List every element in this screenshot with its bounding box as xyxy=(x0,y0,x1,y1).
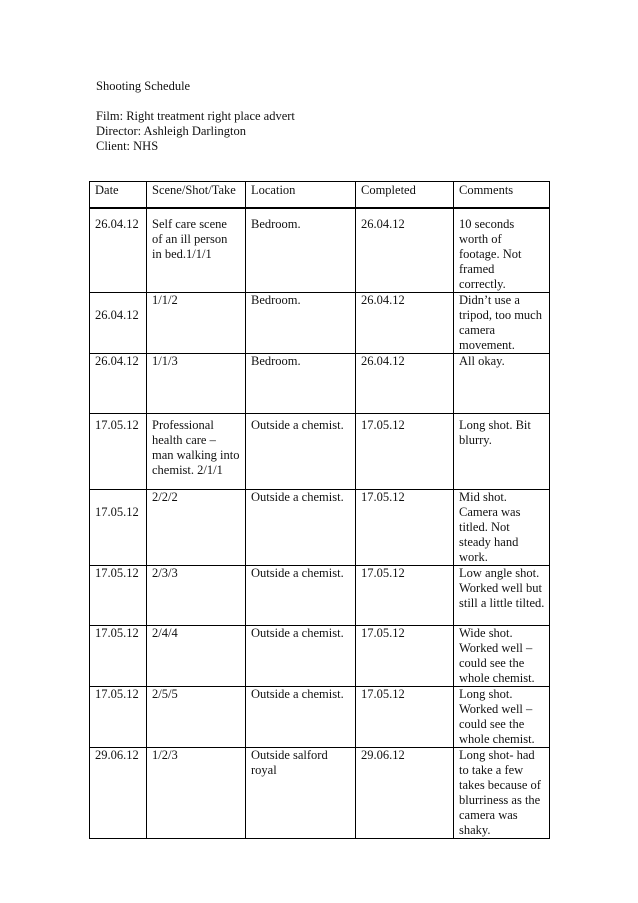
row-comments-cell: Mid shot. Camera was titled. Not steady hand work. xyxy=(454,490,550,566)
film-details xyxy=(96,109,295,154)
table-row xyxy=(90,626,550,687)
row-comments-cell: Long shot. Worked well – could see the whole chemist. xyxy=(454,687,550,748)
shooting-schedule-table xyxy=(89,181,550,839)
row-location-cell: Outside salford royal xyxy=(246,748,356,839)
row-date-cell: 17.05.12 xyxy=(90,626,147,687)
row-date-cell: 17.05.12 xyxy=(90,566,147,626)
row-date-cell: 26.04.12 xyxy=(90,354,147,414)
document-title: Shooting Schedule xyxy=(96,79,191,93)
row-completed-cell: 17.05.12 xyxy=(356,566,454,626)
row-scene-cell: 2/2/2 xyxy=(147,490,246,566)
table-row xyxy=(90,748,550,839)
director-line: Director: Ashleigh Darlington xyxy=(96,124,246,138)
blank-line xyxy=(95,293,141,308)
row-location-cell: Outside a chemist. xyxy=(246,566,356,626)
client-line: Client: NHS xyxy=(96,139,159,153)
row-completed-cell: 29.06.12 xyxy=(356,748,454,839)
row-completed-cell: 26.04.12 xyxy=(356,293,454,354)
row-comments-cell: All okay. xyxy=(454,354,550,414)
row-location-cell: Outside a chemist. xyxy=(246,414,356,490)
row-location-cell: Bedroom. xyxy=(246,293,356,354)
table-header-row xyxy=(90,182,550,208)
row-completed-cell: 26.04.12 xyxy=(356,354,454,414)
table-row xyxy=(90,414,550,490)
row-date-cell: 17.05.12 xyxy=(90,687,147,748)
row-scene-cell: 1/2/3 xyxy=(147,748,246,839)
table-row xyxy=(90,490,550,566)
table-row xyxy=(90,566,550,626)
table-row xyxy=(90,354,550,414)
header-cell-comments: Comments xyxy=(454,182,550,208)
row-comments-cell: Long shot- had to take a few takes because of blurriness as the camera was shaky. xyxy=(454,748,550,839)
row-location-cell: Bedroom. xyxy=(246,209,356,293)
header-cell-scene: Scene/Shot/Take xyxy=(147,182,246,208)
row-completed-cell: 26.04.12 xyxy=(356,209,454,293)
row-comments-text: Low angle shot. Worked well but still a little tilted. xyxy=(459,566,545,610)
header-cell-completed: Completed xyxy=(356,182,454,208)
row-date-cell: 17.05.12 xyxy=(90,414,147,490)
row-date-text: 17.05.12 xyxy=(95,505,139,519)
film-line: Film: Right treatment right place advert xyxy=(96,109,295,123)
row-date-cell xyxy=(90,293,147,354)
row-date-cell xyxy=(90,490,147,566)
row-comments-cell: Wide shot. Worked well – could see the whole chemist. xyxy=(454,626,550,687)
row-location-cell: Outside a chemist. xyxy=(246,687,356,748)
row-comments-cell xyxy=(454,566,550,626)
row-location-cell: Outside a chemist. xyxy=(246,626,356,687)
row-scene-cell: 2/4/4 xyxy=(147,626,246,687)
row-date-text: 26.04.12 xyxy=(95,308,139,322)
row-comments-cell: Didn’t use a tripod, too much camera movement. xyxy=(454,293,550,354)
header-cell-location: Location xyxy=(246,182,356,208)
row-scene-cell: 2/3/3 xyxy=(147,566,246,626)
row-date-cell: 29.06.12 xyxy=(90,748,147,839)
row-completed-cell: 17.05.12 xyxy=(356,490,454,566)
row-completed-cell: 17.05.12 xyxy=(356,687,454,748)
row-scene-cell: Professional health care – man walking into chemist. 2/1/1 xyxy=(147,414,246,490)
row-scene-cell: 2/5/5 xyxy=(147,687,246,748)
blank-line xyxy=(95,490,141,505)
row-completed-cell: 17.05.12 xyxy=(356,626,454,687)
table-row xyxy=(90,687,550,748)
row-scene-cell: 1/1/2 xyxy=(147,293,246,354)
row-comments-cell: Long shot. Bit blurry. xyxy=(454,414,550,490)
row-scene-cell: 1/1/3 xyxy=(147,354,246,414)
row-location-cell: Outside a chemist. xyxy=(246,490,356,566)
row-completed-cell: 17.05.12 xyxy=(356,414,454,490)
table-row xyxy=(90,293,550,354)
row-location-cell: Bedroom. xyxy=(246,354,356,414)
header-cell-date: Date xyxy=(90,182,147,208)
table-row xyxy=(90,209,550,293)
row-comments-cell: 10 seconds worth of footage. Not framed correctly. xyxy=(454,209,550,293)
row-date-cell: 26.04.12 xyxy=(90,209,147,293)
row-scene-cell: Self care scene of an ill person in bed.1/1/1 xyxy=(147,209,246,293)
